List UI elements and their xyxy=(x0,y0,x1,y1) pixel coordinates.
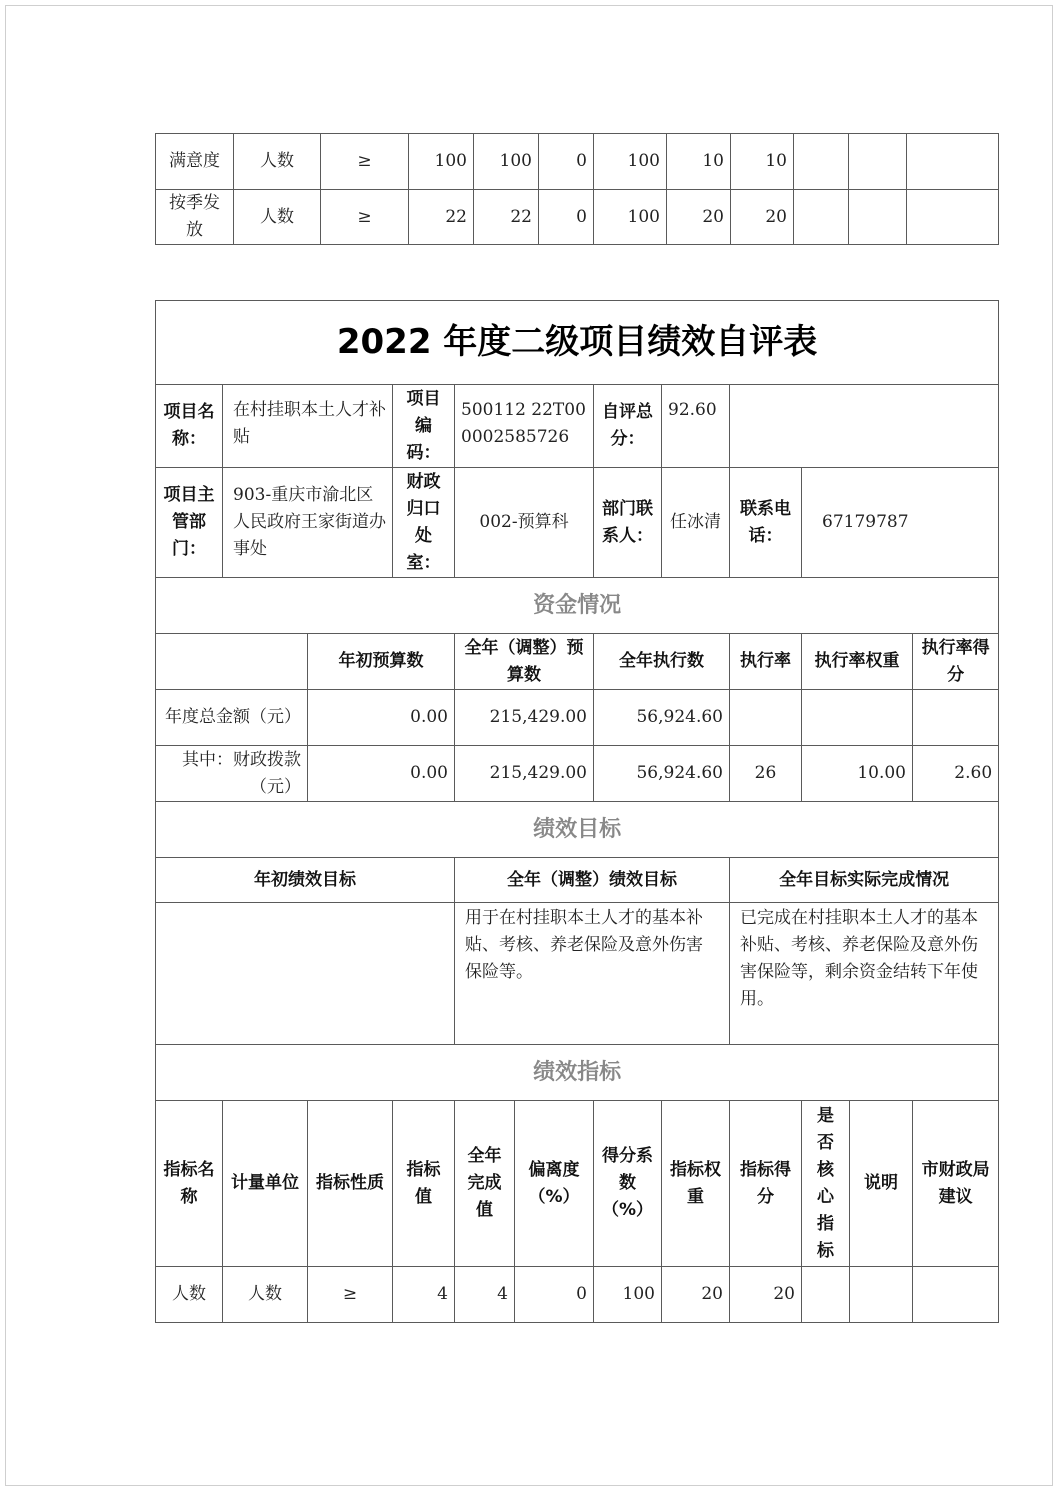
self-evaluation-form xyxy=(155,300,999,1323)
funds-header: 全年执行数 xyxy=(594,634,730,690)
form-title: 2022 年度二级项目绩效自评表 xyxy=(156,301,999,385)
indicator-header: 是否核心指标 xyxy=(802,1101,850,1267)
indicator-header: 市财政局建议 xyxy=(913,1101,999,1267)
funds-row-label: 其中：财政拨款（元） xyxy=(156,746,308,802)
funds-score: 2.60 xyxy=(913,746,999,802)
contact-label: 部门联系人： xyxy=(594,468,662,578)
indicator-target: 22 xyxy=(409,190,474,245)
goals-header: 年初绩效目标 xyxy=(156,858,455,903)
indicator-note xyxy=(849,190,907,245)
indicator-header: 指标名称 xyxy=(156,1101,223,1267)
finance-label: 财政归口处室： xyxy=(393,468,455,578)
empty-cell xyxy=(730,385,999,468)
funds-executed: 56,924.60 xyxy=(594,746,730,802)
indicator-coef: 100 xyxy=(594,134,667,190)
indicator-header: 指标得分 xyxy=(730,1101,802,1267)
indicator-score: 10 xyxy=(731,134,794,190)
indicator-header: 说明 xyxy=(850,1101,913,1267)
goals-header: 全年（调整）绩效目标 xyxy=(455,858,730,903)
indicator-actual: 4 xyxy=(455,1267,515,1323)
continuation-table xyxy=(155,133,999,245)
project-code-label: 项目编码： xyxy=(393,385,455,468)
indicators-section-title: 绩效指标 xyxy=(156,1045,999,1101)
indicator-coef: 100 xyxy=(594,1267,662,1323)
dept: 903-重庆市渝北区人民政府王家街道办事处 xyxy=(223,468,393,578)
table-row xyxy=(156,134,999,190)
indicator-name: 按季发放 xyxy=(156,190,234,245)
table-row xyxy=(156,690,999,746)
indicator-unit: 人数 xyxy=(223,1267,308,1323)
indicator-nature: ≥ xyxy=(321,134,409,190)
self-score-label: 自评总分： xyxy=(594,385,662,468)
table-row xyxy=(156,190,999,245)
funds-executed: 56,924.60 xyxy=(594,690,730,746)
indicator-deviation: 0 xyxy=(539,190,594,245)
indicator-deviation: 0 xyxy=(515,1267,594,1323)
indicator-core xyxy=(802,1267,850,1323)
indicator-weight: 10 xyxy=(667,134,731,190)
indicator-suggest xyxy=(913,1267,999,1323)
indicator-core xyxy=(794,134,849,190)
indicator-unit: 人数 xyxy=(234,134,321,190)
indicator-name: 人数 xyxy=(156,1267,223,1323)
indicator-name: 满意度 xyxy=(156,134,234,190)
indicator-target: 100 xyxy=(409,134,474,190)
indicator-core xyxy=(794,190,849,245)
goals-adjusted: 用于在村挂职本土人才的基本补贴、考核、养老保险及意外伤害保险等。 xyxy=(455,903,730,1045)
indicator-actual: 100 xyxy=(474,134,539,190)
indicator-header: 指标权重 xyxy=(662,1101,730,1267)
indicator-header: 计量单位 xyxy=(223,1101,308,1267)
self-score: 92.60 xyxy=(662,385,730,468)
indicator-actual: 22 xyxy=(474,190,539,245)
funds-weight xyxy=(802,690,913,746)
funds-adjusted: 215,429.00 xyxy=(455,746,594,802)
indicator-header: 偏离度（%） xyxy=(515,1101,594,1267)
project-name-label: 项目名称： xyxy=(156,385,223,468)
phone-label: 联系电话： xyxy=(730,468,802,578)
indicator-suggest xyxy=(907,134,999,190)
indicator-header: 得分系数（%） xyxy=(594,1101,662,1267)
indicator-note xyxy=(850,1267,913,1323)
project-code: 500112 22T000002585726 xyxy=(455,385,594,468)
funds-rate xyxy=(730,690,802,746)
funds-header: 执行率得分 xyxy=(913,634,999,690)
project-name: 在村挂职本土人才补贴 xyxy=(223,385,393,468)
funds-score xyxy=(913,690,999,746)
goals-completion: 已完成在村挂职本土人才的基本补贴、考核、养老保险及意外伤害保险等，剩余资金结转下年使用。 xyxy=(730,903,999,1045)
dept-label: 项目主管部门： xyxy=(156,468,223,578)
table-row xyxy=(156,1267,999,1323)
funds-header: 全年（调整）预算数 xyxy=(455,634,594,690)
indicator-score: 20 xyxy=(731,190,794,245)
contact: 任冰清 xyxy=(662,468,730,578)
funds-rate: 26 xyxy=(730,746,802,802)
indicator-nature: ≥ xyxy=(321,190,409,245)
funds-initial: 0.00 xyxy=(308,690,455,746)
goals-section-title: 绩效目标 xyxy=(156,802,999,858)
indicator-score: 20 xyxy=(730,1267,802,1323)
indicator-nature: ≥ xyxy=(308,1267,393,1323)
funds-weight: 10.00 xyxy=(802,746,913,802)
indicator-header: 指标性质 xyxy=(308,1101,393,1267)
finance: 002-预算科 xyxy=(455,468,594,578)
indicator-note xyxy=(849,134,907,190)
goals-initial xyxy=(156,903,455,1045)
phone: 67179787 xyxy=(802,468,999,578)
goals-header: 全年目标实际完成情况 xyxy=(730,858,999,903)
funds-header: 执行率 xyxy=(730,634,802,690)
indicator-header: 全年完成值 xyxy=(455,1101,515,1267)
funds-section-title: 资金情况 xyxy=(156,578,999,634)
indicator-weight: 20 xyxy=(662,1267,730,1323)
indicator-suggest xyxy=(907,190,999,245)
empty-cell xyxy=(156,634,308,690)
funds-header: 年初预算数 xyxy=(308,634,455,690)
funds-header: 执行率权重 xyxy=(802,634,913,690)
indicator-deviation: 0 xyxy=(539,134,594,190)
funds-initial: 0.00 xyxy=(308,746,455,802)
funds-adjusted: 215,429.00 xyxy=(455,690,594,746)
table-row xyxy=(156,746,999,802)
indicator-header: 指标值 xyxy=(393,1101,455,1267)
indicator-unit: 人数 xyxy=(234,190,321,245)
indicator-target: 4 xyxy=(393,1267,455,1323)
indicator-weight: 20 xyxy=(667,190,731,245)
funds-row-label: 年度总金额（元） xyxy=(156,690,308,746)
indicator-coef: 100 xyxy=(594,190,667,245)
